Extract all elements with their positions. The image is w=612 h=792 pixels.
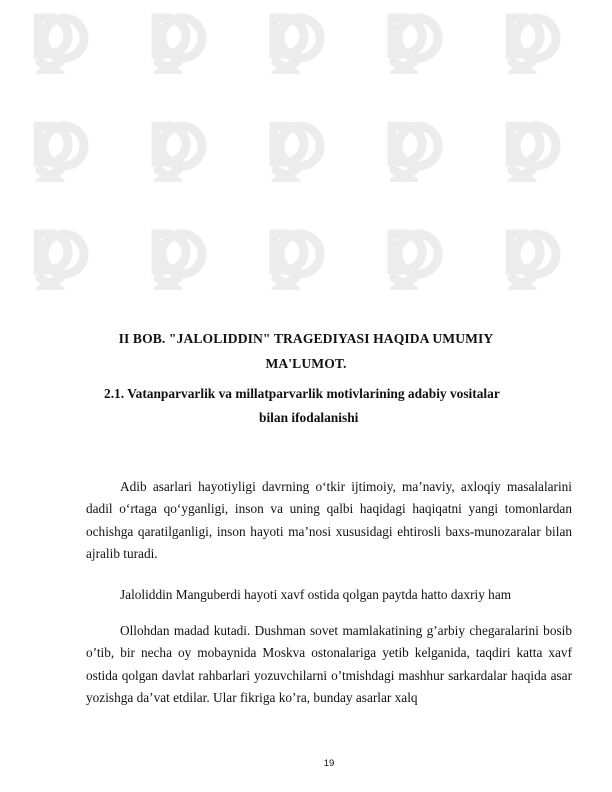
section-title: 2.1. Vatanparvarlik va millatparvarlik motivlarining adabiy vositalar: [104, 386, 500, 401]
chapter-title: II BOB. "JALOLIDDIN" TRAGEDIYASI HAQIDA UMUMIY: [118, 331, 494, 346]
chapter-title-continued: MA'LUMOT.: [265, 356, 347, 371]
body-paragraph: Jaloliddin Manguberdi hayoti xavf ostida qolgan paytda hatto daxriy ham: [120, 587, 512, 602]
page-number: 19: [323, 758, 335, 769]
body-paragraph: Ollohdan madad kutadi. Dushman sovet mamlakatining g’arbiy chegaralarini bosib o’tib, bir necha oy mobaynida Moskva ostonalariga yetib kelganida, taqdiri katta xavf ostida qolgan davlat rahbarlari yozuvchilarni o’tmishdagi mashhur sarkardalar haqida asar yozishga da’vat etdilar. Ular fikriga ko’ra, bunday asarlar xalq: [86, 623, 572, 705]
body-paragraph: Adib asarlari hayotiyligi davrning o‘tkir ijtimoiy, ma’naviy, axloqiy masalalarini dadil o‘rtaga qo‘yganligi, inson va uning qalbi haqidagi haqiqatni yangi tomonlardan ochishga qaratilganligi, inson hayoti ma’nosi xususidagi ehtirosli baxs-munozaralar bilan ajralib turadi.: [86, 479, 572, 561]
section-title-continued: bilan ifodalanishi: [259, 410, 359, 425]
